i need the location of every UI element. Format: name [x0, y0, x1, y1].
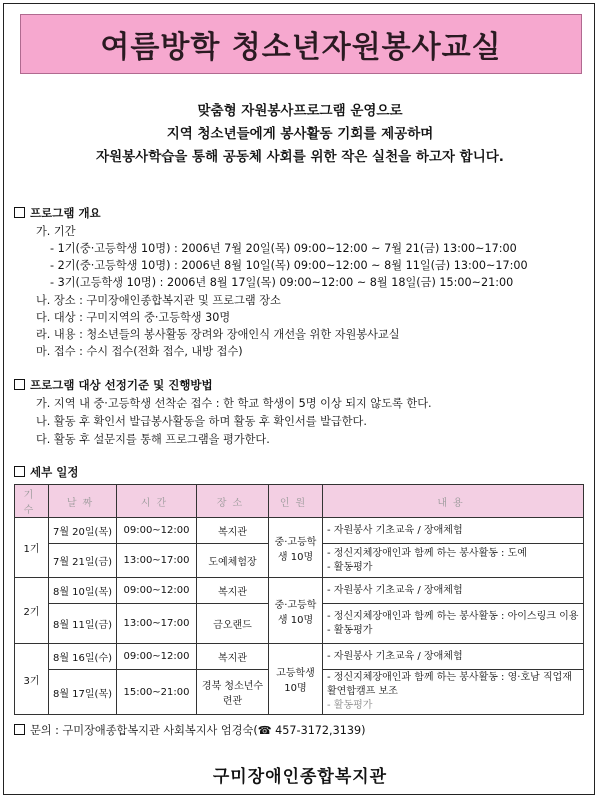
apply-line: 마. 접수 : 수시 접수(전화 접수, 내방 접수)	[36, 345, 243, 358]
period-line: - 2기(중·고등학생 10명) : 2006년 8월 10일(목) 09:00~12:00 ~ 8월 11일(금) 13:00~17:00	[50, 259, 528, 272]
content-line: - 정신지체장애인과 함께 하는 봉사활동 : 아이스링크 이용	[327, 610, 579, 622]
period-label: 가. 기간	[36, 225, 76, 238]
period-line: - 1기(중·고등학생 10명) : 2006년 7월 20일(목) 09:00~12:00 ~ 7월 21(금) 13:00~17:00	[50, 242, 517, 255]
people-cell: 중·고등학생 10명	[269, 518, 323, 578]
target-line: 다. 대상 : 구미지역의 중·고등학생 30명	[36, 311, 231, 324]
place-cell: 경북 청소년수련관	[197, 670, 269, 715]
term-cell: 3기	[15, 644, 49, 715]
content-cell	[323, 578, 584, 604]
place-cell: 도예체험장	[197, 544, 269, 578]
header-time: 시간	[117, 485, 197, 518]
place-cell: 금오랜드	[197, 604, 269, 644]
header-date: 날짜	[49, 485, 117, 518]
content-line: - 활동평가	[327, 561, 373, 573]
checkbox-square-icon	[14, 207, 25, 218]
content-cell	[323, 604, 584, 644]
organization-name: 구미장애인종합복지관	[212, 767, 388, 787]
content-cell	[323, 518, 584, 544]
time-cell: 13:00~17:00	[117, 544, 197, 578]
header-people: 인원	[269, 485, 323, 518]
content-line: 라. 내용 : 청소년들의 봉사활동 장려와 장애인식 개선을 위한 자원봉사교실	[36, 328, 400, 341]
place-line: 나. 장소 : 구미장애인종합복지관 및 프로그램 장소	[36, 294, 281, 307]
checkbox-square-icon	[14, 466, 25, 477]
date-cell: 8월 17일(목)	[49, 670, 117, 715]
content-line: - 활동평가	[327, 624, 373, 636]
time-cell: 13:00~17:00	[117, 604, 197, 644]
schedule-heading-text: 세부 일정	[30, 465, 79, 479]
content-line: - 정신지체장애인과 함께 하는 봉사활동 : 영·호남 직업재활연합캠프 보조	[327, 672, 572, 697]
schedule-table	[14, 484, 584, 715]
place-cell: 복지관	[197, 518, 269, 544]
content-line: - 활동평가	[327, 700, 373, 711]
people-cell: 고등학생 10명	[269, 644, 323, 715]
checkbox-square-icon	[14, 379, 25, 390]
overview-heading	[14, 205, 101, 221]
criteria-item: 다. 활동 후 설문지를 통해 프로그램을 평가한다.	[36, 433, 270, 446]
table-row	[15, 578, 584, 604]
schedule-heading	[14, 464, 78, 480]
criteria-heading	[14, 377, 213, 393]
date-cell: 8월 16일(수)	[49, 644, 117, 670]
page-title: 여름방학 청소년자원봉사교실	[100, 30, 502, 65]
criteria-item: 가. 지역 내 중·고등학생 선착순 접수 : 한 학교 학생이 5명 이상 되지 않도록 한다.	[36, 397, 432, 410]
header-term: 기수	[15, 485, 49, 518]
time-cell: 09:00~12:00	[117, 518, 197, 544]
inquiry-line	[14, 722, 365, 738]
intro-line: 자원봉사학습을 통해 공동체 사회를 위한 작은 실천을 하고자 합니다.	[96, 149, 504, 165]
place-cell: 복지관	[197, 644, 269, 670]
term-cell: 1기	[15, 518, 49, 578]
date-cell: 7월 21일(금)	[49, 544, 117, 578]
inquiry-marker	[14, 723, 30, 737]
content-line: - 정신지체장애인과 함께 하는 봉사활동 : 도예	[327, 547, 527, 559]
time-cell: 09:00~12:00	[117, 644, 197, 670]
intro-text	[0, 100, 600, 169]
content-line: - 자원봉사 기초교육 / 장애체험	[327, 584, 463, 596]
content-line: - 자원봉사 기초교육 / 장애체험	[327, 650, 463, 662]
table-row	[15, 644, 584, 670]
criteria-item: 나. 활동 후 확인서 발급봉사활동을 하며 활동 후 확인서를 발급한다.	[36, 415, 367, 428]
date-cell: 7월 20일(목)	[49, 518, 117, 544]
overview-heading-text: 프로그램 개요	[30, 206, 101, 220]
content-cell	[323, 670, 584, 715]
content-cell	[323, 644, 584, 670]
intro-line: 지역 청소년들에게 봉사활동 기회를 제공하며	[166, 126, 434, 142]
period-line: - 3기(고등학생 10명) : 2006년 8월 17일(목) 09:00~12:00 ~ 8월 18일(금) 15:00~21:00	[50, 276, 514, 289]
time-cell: 09:00~12:00	[117, 578, 197, 604]
date-cell: 8월 11일(금)	[49, 604, 117, 644]
table-header-row	[15, 485, 584, 518]
intro-line: 맞춤형 자원봉사프로그램 운영으로	[197, 103, 403, 119]
people-cell: 중·고등학생 10명	[269, 578, 323, 644]
place-cell: 복지관	[197, 578, 269, 604]
content-line: - 자원봉사 기초교육 / 장애체험	[327, 524, 463, 536]
table-row	[15, 518, 584, 544]
header-content: 내용	[323, 485, 584, 518]
term-cell: 2기	[15, 578, 49, 644]
content-cell	[323, 544, 584, 578]
time-cell: 15:00~21:00	[117, 670, 197, 715]
checkbox-square-icon	[14, 724, 25, 735]
header-place: 장소	[197, 485, 269, 518]
title-banner	[20, 14, 582, 74]
criteria-heading-text: 프로그램 대상 선정기준 및 진행방법	[30, 378, 213, 392]
inquiry-text: 문의 : 구미장애종합복지관 사회복지사 엄경숙(☎ 457-3172,3139)	[30, 724, 366, 737]
date-cell: 8월 10일(목)	[49, 578, 117, 604]
